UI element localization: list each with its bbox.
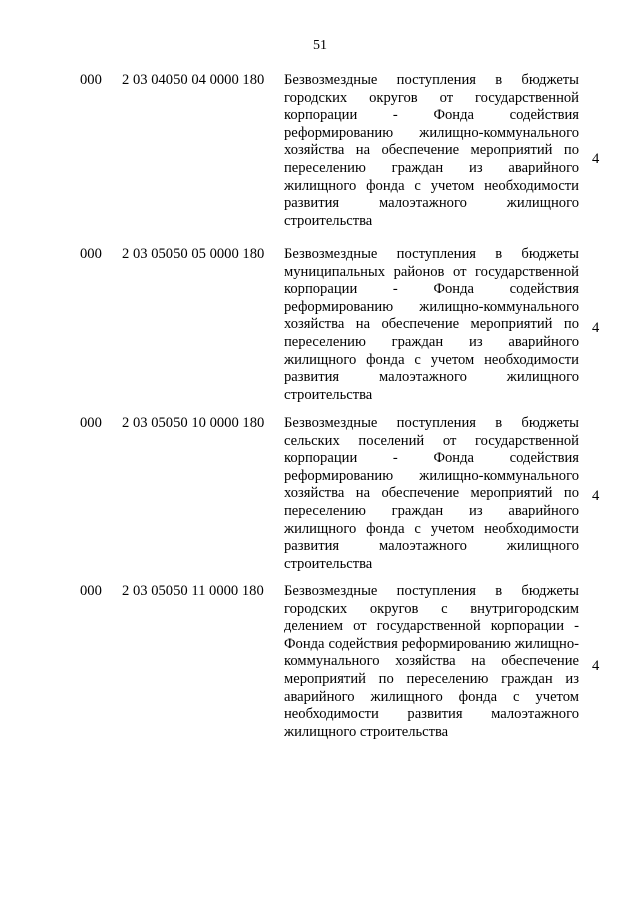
- budget-code: 2 03 05050 11 0000 180: [122, 583, 264, 599]
- row-amount: 4: [592, 658, 600, 674]
- row-description: Безвозмездные поступления в бюджеты сельских поселений от государственной корпорации - Фонда содействия реформированию жилищно-коммунального хозяйства на обеспечение мероприятий по переселению граждан из аварийного жилищного фонда с учетом необходимости развития малоэтажного жилищного строительства: [284, 415, 579, 572]
- admin-code: 000: [80, 246, 102, 262]
- row-description: Безвозмездные поступления в бюджеты городских округов с внутригородским делением от государственной корпорации - Фонда содействия реформированию жилищно-коммунального хозяйства на обеспечение мероприятий по переселению граждан из аварийного жилищного фонда с учетом необходимости развития малоэтажного жилищного строительства: [284, 583, 579, 740]
- admin-code: 000: [80, 72, 102, 88]
- budget-code: 2 03 04050 04 0000 180: [122, 72, 265, 88]
- row-amount: 4: [592, 151, 600, 167]
- admin-code: 000: [80, 415, 102, 431]
- row-description: Безвозмездные поступления в бюджеты муниципальных районов от государственной корпорации - Фонда содействия реформированию жилищно-коммунального хозяйства на обеспечение мероприятий по переселению граждан из аварийного жилищного фонда с учетом необходимости развития малоэтажного жилищного строительства: [284, 246, 579, 403]
- budget-code: 2 03 05050 10 0000 180: [122, 415, 265, 431]
- page-number: 51: [313, 38, 327, 53]
- budget-code: 2 03 05050 05 0000 180: [122, 246, 265, 262]
- admin-code: 000: [80, 583, 102, 599]
- row-amount: 4: [592, 320, 600, 336]
- row-amount: 4: [592, 488, 600, 504]
- row-description: Безвозмездные поступления в бюджеты городских округов от государственной корпорации - Фонда содействия реформированию жилищно-коммунального хозяйства на обеспечение мероприятий по переселению граждан из аварийного жилищного фонда с учетом необходимости развития малоэтажного жилищного строительства: [284, 72, 579, 229]
